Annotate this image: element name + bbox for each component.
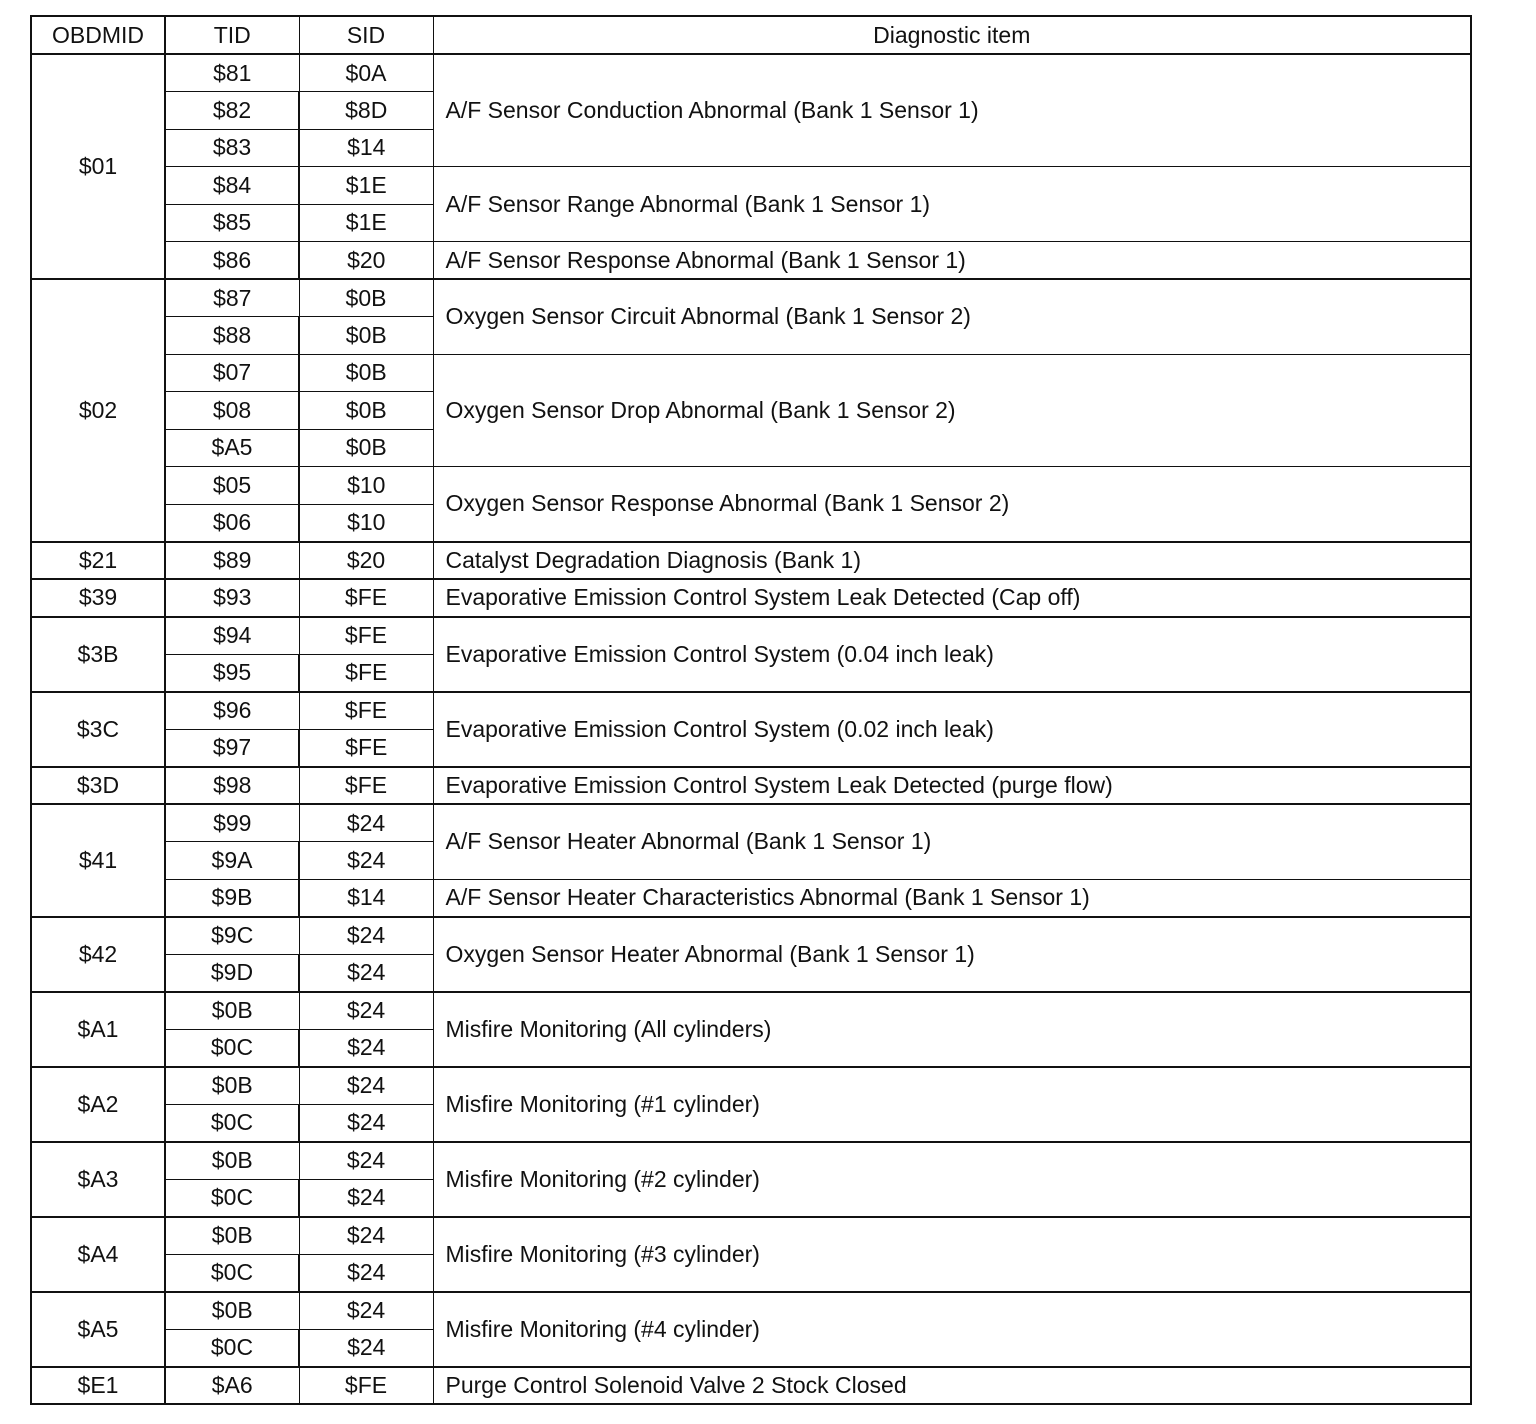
table-row bbox=[31, 279, 1471, 317]
tid-cell: $07 bbox=[165, 354, 299, 392]
tid-cell: $98 bbox=[165, 767, 299, 805]
diagnostic-item-cell: A/F Sensor Range Abnormal (Bank 1 Sensor 1) bbox=[433, 167, 1471, 242]
obdmid-cell: $3C bbox=[31, 692, 165, 767]
table-row bbox=[31, 992, 1471, 1030]
diagnostic-item-cell: A/F Sensor Response Abnormal (Bank 1 Sensor 1) bbox=[433, 242, 1471, 280]
table-row bbox=[31, 579, 1471, 617]
tid-cell: $0B bbox=[165, 992, 299, 1030]
sid-cell: $0A bbox=[299, 54, 433, 92]
table-body bbox=[31, 54, 1471, 1404]
diagnostic-item-cell: Purge Control Solenoid Valve 2 Stock Closed bbox=[433, 1367, 1471, 1405]
sid-cell: $0B bbox=[299, 317, 433, 355]
obdmid-cell: $01 bbox=[31, 54, 165, 279]
table-row bbox=[31, 804, 1471, 842]
tid-cell: $0C bbox=[165, 1329, 299, 1367]
table-row bbox=[31, 242, 1471, 280]
sid-cell: $FE bbox=[299, 579, 433, 617]
tid-cell: $0C bbox=[165, 1029, 299, 1067]
obdmid-cell: $41 bbox=[31, 804, 165, 917]
diagnostic-item-cell: Evaporative Emission Control System (0.02 inch leak) bbox=[433, 692, 1471, 767]
tid-cell: $93 bbox=[165, 579, 299, 617]
obdmid-cell: $3B bbox=[31, 617, 165, 692]
obdmid-cell: $A2 bbox=[31, 1067, 165, 1142]
sid-cell: $24 bbox=[299, 954, 433, 992]
table-row bbox=[31, 1292, 1471, 1330]
diagnostic-item-cell: Evaporative Emission Control System Leak Detected (purge flow) bbox=[433, 767, 1471, 805]
sid-cell: $FE bbox=[299, 729, 433, 767]
sid-cell: $24 bbox=[299, 1292, 433, 1330]
tid-cell: $84 bbox=[165, 167, 299, 205]
tid-cell: $9A bbox=[165, 842, 299, 880]
obdmid-cell: $A4 bbox=[31, 1217, 165, 1292]
sid-cell: $FE bbox=[299, 767, 433, 805]
diagnostic-item-cell: Evaporative Emission Control System (0.04 inch leak) bbox=[433, 617, 1471, 692]
tid-cell: $97 bbox=[165, 729, 299, 767]
header-row bbox=[31, 16, 1471, 54]
obdmid-cell: $02 bbox=[31, 279, 165, 542]
tid-cell: $0C bbox=[165, 1104, 299, 1142]
diagnostic-item-cell: Misfire Monitoring (#2 cylinder) bbox=[433, 1142, 1471, 1217]
sid-cell: $20 bbox=[299, 242, 433, 280]
sid-cell: $24 bbox=[299, 1104, 433, 1142]
sid-cell: $24 bbox=[299, 917, 433, 955]
obdmid-cell: $E1 bbox=[31, 1367, 165, 1405]
sid-cell: $20 bbox=[299, 542, 433, 580]
sid-cell: $14 bbox=[299, 129, 433, 167]
sid-cell: $14 bbox=[299, 879, 433, 917]
table-row bbox=[31, 542, 1471, 580]
obdmid-cell: $3D bbox=[31, 767, 165, 805]
diagnostic-item-cell: Oxygen Sensor Response Abnormal (Bank 1 Sensor 2) bbox=[433, 467, 1471, 542]
sid-cell: $24 bbox=[299, 1329, 433, 1367]
table-row bbox=[31, 1142, 1471, 1180]
tid-cell: $0B bbox=[165, 1067, 299, 1105]
tid-cell: $81 bbox=[165, 54, 299, 92]
diagnostic-item-cell: Oxygen Sensor Drop Abnormal (Bank 1 Sensor 2) bbox=[433, 354, 1471, 467]
obdmid-cell: $21 bbox=[31, 542, 165, 580]
tid-cell: $9D bbox=[165, 954, 299, 992]
tid-cell: $95 bbox=[165, 654, 299, 692]
table-row bbox=[31, 1067, 1471, 1105]
sid-cell: $24 bbox=[299, 1142, 433, 1180]
tid-cell: $83 bbox=[165, 129, 299, 167]
diagnostic-item-cell: Misfire Monitoring (#4 cylinder) bbox=[433, 1292, 1471, 1367]
tid-cell: $0B bbox=[165, 1292, 299, 1330]
sid-cell: $8D bbox=[299, 92, 433, 130]
sid-cell: $10 bbox=[299, 504, 433, 542]
table-row bbox=[31, 467, 1471, 505]
sid-cell: $FE bbox=[299, 1367, 433, 1405]
sid-cell: $0B bbox=[299, 354, 433, 392]
sid-cell: $24 bbox=[299, 1254, 433, 1292]
header-tid: TID bbox=[165, 16, 299, 54]
diagnostic-item-cell: Oxygen Sensor Circuit Abnormal (Bank 1 Sensor 2) bbox=[433, 279, 1471, 354]
sid-cell: $FE bbox=[299, 692, 433, 730]
obdmid-table bbox=[30, 15, 1472, 1405]
diagnostic-item-cell: A/F Sensor Heater Characteristics Abnormal (Bank 1 Sensor 1) bbox=[433, 879, 1471, 917]
obdmid-cell: $39 bbox=[31, 579, 165, 617]
obdmid-cell: $A5 bbox=[31, 1292, 165, 1367]
sid-cell: $24 bbox=[299, 1217, 433, 1255]
diagnostic-item-cell: Misfire Monitoring (#1 cylinder) bbox=[433, 1067, 1471, 1142]
table-row bbox=[31, 879, 1471, 917]
tid-cell: $88 bbox=[165, 317, 299, 355]
tid-cell: $06 bbox=[165, 504, 299, 542]
table-row bbox=[31, 1217, 1471, 1255]
tid-cell: $99 bbox=[165, 804, 299, 842]
tid-cell: $86 bbox=[165, 242, 299, 280]
diagnostic-item-cell: Evaporative Emission Control System Leak Detected (Cap off) bbox=[433, 579, 1471, 617]
obdmid-cell: $A1 bbox=[31, 992, 165, 1067]
tid-cell: $89 bbox=[165, 542, 299, 580]
table-row bbox=[31, 917, 1471, 955]
obdmid-cell: $A3 bbox=[31, 1142, 165, 1217]
diagnostic-item-cell: Misfire Monitoring (All cylinders) bbox=[433, 992, 1471, 1067]
tid-cell: $0C bbox=[165, 1179, 299, 1217]
diagnostic-item-cell: Misfire Monitoring (#3 cylinder) bbox=[433, 1217, 1471, 1292]
header-obdmid: OBDMID bbox=[31, 16, 165, 54]
tid-cell: $9C bbox=[165, 917, 299, 955]
tid-cell: $94 bbox=[165, 617, 299, 655]
sid-cell: $24 bbox=[299, 1067, 433, 1105]
tid-cell: $87 bbox=[165, 279, 299, 317]
tid-cell: $0B bbox=[165, 1217, 299, 1255]
sid-cell: $FE bbox=[299, 617, 433, 655]
table-row bbox=[31, 767, 1471, 805]
tid-cell: $A6 bbox=[165, 1367, 299, 1405]
sid-cell: $24 bbox=[299, 992, 433, 1030]
table-row bbox=[31, 1367, 1471, 1405]
sid-cell: $10 bbox=[299, 467, 433, 505]
sid-cell: $24 bbox=[299, 804, 433, 842]
tid-cell: $85 bbox=[165, 204, 299, 242]
table-row bbox=[31, 354, 1471, 392]
table-row bbox=[31, 167, 1471, 205]
table-row bbox=[31, 617, 1471, 655]
sid-cell: $0B bbox=[299, 279, 433, 317]
tid-cell: $0B bbox=[165, 1142, 299, 1180]
diagnostic-item-cell: A/F Sensor Conduction Abnormal (Bank 1 Sensor 1) bbox=[433, 54, 1471, 167]
tid-cell: $A5 bbox=[165, 429, 299, 467]
sid-cell: $FE bbox=[299, 654, 433, 692]
table-row bbox=[31, 54, 1471, 92]
tid-cell: $96 bbox=[165, 692, 299, 730]
tid-cell: $9B bbox=[165, 879, 299, 917]
table-row bbox=[31, 692, 1471, 730]
sid-cell: $24 bbox=[299, 1179, 433, 1217]
header-sid: SID bbox=[299, 16, 433, 54]
obdmid-cell: $42 bbox=[31, 917, 165, 992]
sid-cell: $1E bbox=[299, 167, 433, 205]
sid-cell: $1E bbox=[299, 204, 433, 242]
header-diagnostic-item: Diagnostic item bbox=[433, 16, 1471, 54]
sid-cell: $24 bbox=[299, 842, 433, 880]
tid-cell: $0C bbox=[165, 1254, 299, 1292]
tid-cell: $05 bbox=[165, 467, 299, 505]
tid-cell: $08 bbox=[165, 392, 299, 430]
sid-cell: $0B bbox=[299, 429, 433, 467]
diagnostic-item-cell: Oxygen Sensor Heater Abnormal (Bank 1 Sensor 1) bbox=[433, 917, 1471, 992]
diagnostic-item-cell: A/F Sensor Heater Abnormal (Bank 1 Sensor 1) bbox=[433, 804, 1471, 879]
tid-cell: $82 bbox=[165, 92, 299, 130]
diagnostic-item-cell: Catalyst Degradation Diagnosis (Bank 1) bbox=[433, 542, 1471, 580]
sid-cell: $24 bbox=[299, 1029, 433, 1067]
sid-cell: $0B bbox=[299, 392, 433, 430]
